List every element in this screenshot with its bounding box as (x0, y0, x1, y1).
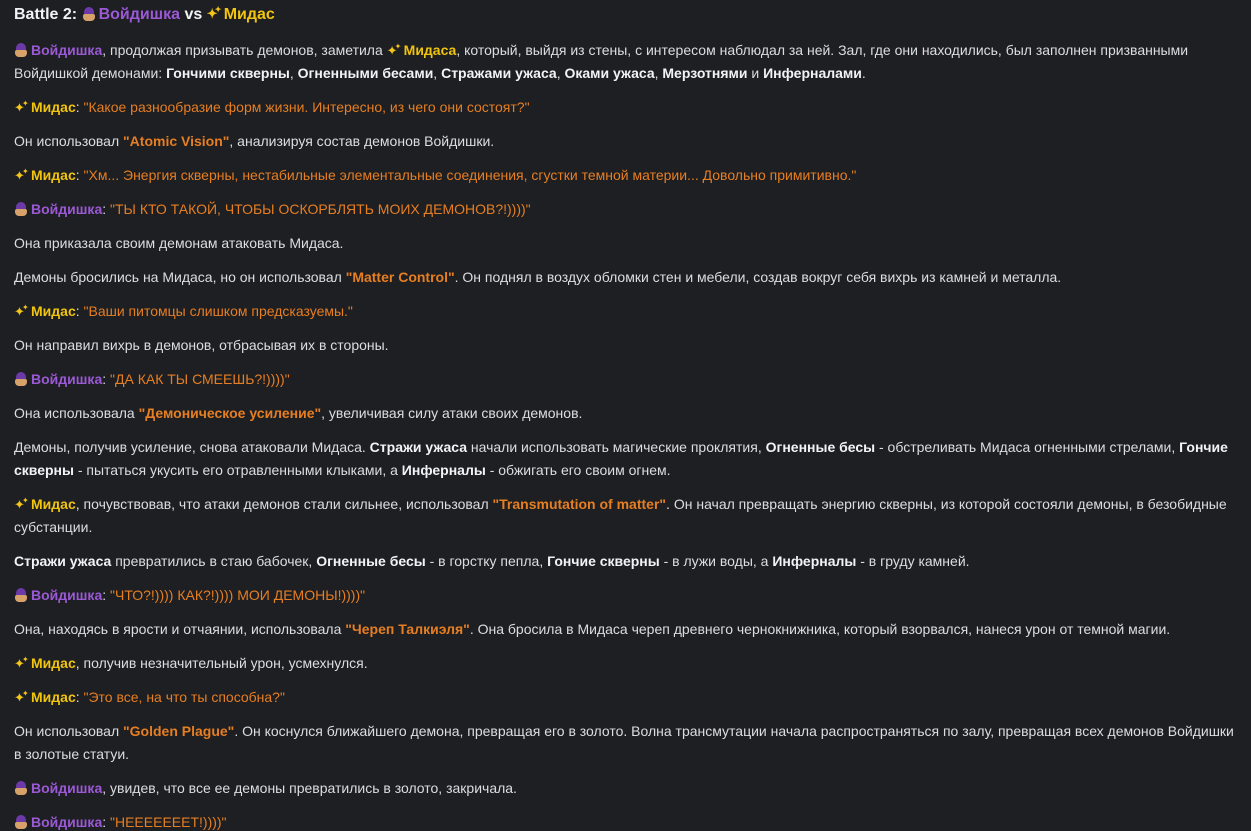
sorceress-emoji-icon (14, 202, 28, 216)
sorceress-emoji-icon (14, 588, 28, 602)
paragraph-atomic-vision: Он использовал "Atomic Vision", анализируя состав демонов Войдишки. (14, 133, 495, 149)
voidishka-line-1: Войдишка: "ТЫ КТО ТАКОЙ, ЧТОБЫ ОСКОРБЛЯТЬ МОИХ ДЕМОНОВ?!))))" (14, 198, 1237, 221)
midas-line-4: ✦ ✦Мидас: "Это все, на что ты способна?" (14, 686, 1237, 709)
midas-line-3: ✦ ✦Мидас: "Ваши питомцы слишком предсказуемы." (14, 300, 1237, 323)
battle-title: Battle 2: Войдишка vs ✦ ✦ Мидас (14, 4, 1237, 26)
paragraph-midas-smirk: ✦ ✦Мидас, получив незначительный урон, усмехнулся. (14, 652, 1237, 675)
sparkles-emoji-icon (14, 497, 28, 511)
sparkles-emoji-icon (14, 100, 28, 114)
voidishka-line-3: Войдишка: "ЧТО?!)))) КАК?!)))) МОИ ДЕМОНЫ!))))" (14, 584, 1237, 607)
sparkles-emoji-icon (14, 168, 28, 182)
paragraph-order-attack: Она приказала своим демонам атаковать Мидаса. (14, 235, 344, 251)
paragraph-vortex: Он направил вихрь в демонов, отбрасывая их в стороны. (14, 337, 389, 353)
sorceress-emoji-icon (14, 43, 28, 57)
paragraph-skull: Она, находясь в ярости и отчаянии, использовала "Череп Талкиэля". Она бросила в Мидаса череп древнего чернокнижника, который взорвался, нанеся урон от темной магии. (14, 621, 1171, 637)
voidishka-line-4: Войдишка: "НЕЕЕЕЕЕЕТ!))))" (14, 811, 1237, 831)
paragraph-transmutation: ✦ ✦Мидас, почувствовав, что атаки демонов стали сильнее, использовал "Transmutation of matter". Он начал превращать энергию скверны, из которой состояли демоны, в безобидные субстанции. (14, 493, 1237, 539)
midas-line-1: ✦ ✦Мидас: "Какое разнообразие форм жизни. Интересно, из чего они состоят?" (14, 96, 1237, 119)
voidishka-line-2: Войдишка: "ДА КАК ТЫ СМЕЕШЬ?!))))" (14, 368, 1237, 391)
paragraph-demons-attack: Демоны, получив усиление, снова атаковали Мидаса. Стражи ужаса начали использовать магические проклятия, Огненные бесы - обстреливать Мидаса огненными стрелами, Гончие скверны - пытаться укусить его отравленными клыками, а Инферналы - обжигать его своим огнем. (14, 439, 1228, 478)
paragraph-demons-transformed: Стражи ужаса превратились в стаю бабочек, Огненные бесы - в горстку пепла, Гончие скверны - в лужи воды, а Инферналы - в груду камней. (14, 553, 970, 569)
sparkles-emoji-icon (14, 656, 28, 670)
paragraph-1: Войдишка, продолжая призывать демонов, заметила ✦ ✦Мидаса, который, выйдя из стены, с интересом наблюдал за ней. Зал, где они находились, был заполнен призванными Войдишкой демонами: Гончими скверны, Огненными бесами, Стражами ужаса, Оками ужаса, Мерзотнями и Инферналами. (14, 39, 1237, 85)
sparkles-emoji-icon (207, 7, 221, 21)
fighter-a-name: Войдишка (98, 6, 180, 23)
paragraph-matter-control: Демоны бросились на Мидаса, но он использовал "Matter Control". Он поднял в воздух обломки стен и мебели, создав вокруг себя вихрь из камней и металла. (14, 269, 1062, 285)
sparkles-emoji-icon (387, 43, 401, 57)
sorceress-emoji-icon (14, 372, 28, 386)
sparkles-emoji-icon (14, 304, 28, 318)
sorceress-emoji-icon (14, 815, 28, 829)
paragraph-demonic-boost: Она использовала "Демоническое усиление", увеличивая силу атаки своих демонов. (14, 405, 583, 421)
sorceress-emoji-icon (14, 781, 28, 795)
paragraph-golden-plague: Он использовал "Golden Plague". Он коснулся ближайшего демона, превращая его в золото. Волна трансмутации начала распространяться по залу, превращая всех демонов Войдишки в золотые статуи. (14, 723, 1234, 762)
paragraph-voidishka-scream: Войдишка, увидев, что все ее демоны превратились в золото, закричала. (14, 777, 1237, 800)
fighter-b-name: Мидас (223, 6, 275, 23)
sparkles-emoji-icon (14, 690, 28, 704)
sorceress-emoji-icon (82, 7, 96, 21)
midas-line-2: ✦ ✦Мидас: "Хм... Энергия скверны, нестабильные элементальные соединения, сгустки темной материи... Довольно примитивно." (14, 164, 1237, 187)
